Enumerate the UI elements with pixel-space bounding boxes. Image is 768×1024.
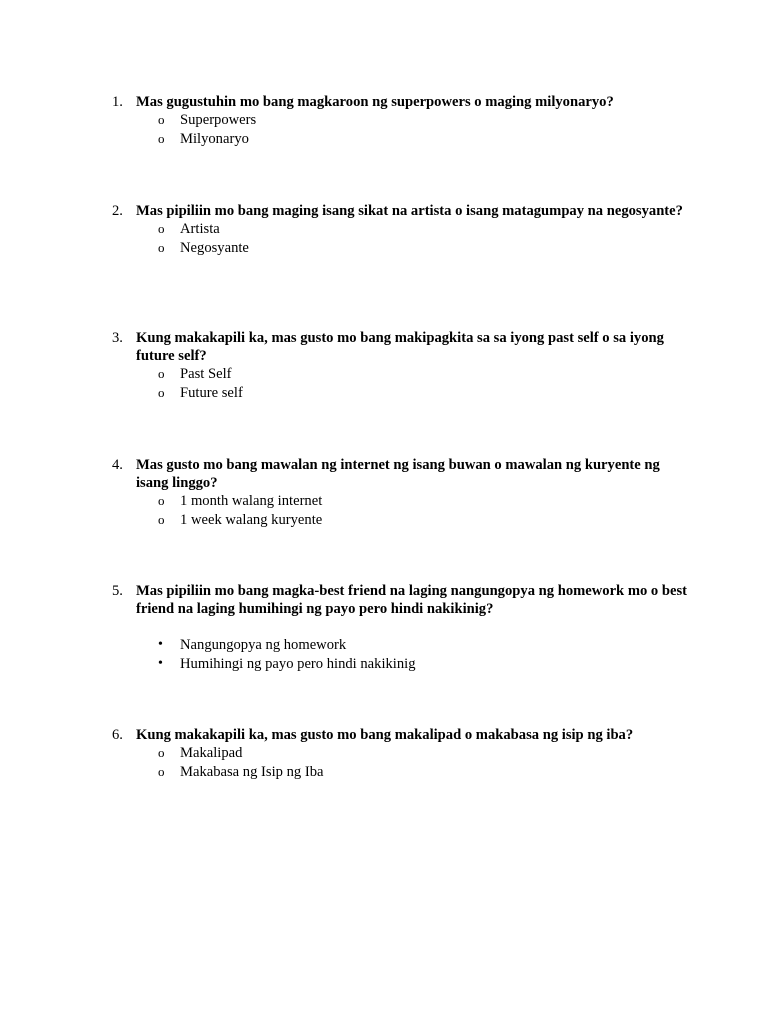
option-label: Makabasa ng Isip ng Iba xyxy=(180,763,324,780)
question-2 xyxy=(112,202,692,257)
question-text: Mas gusto mo bang mawalan ng internet ng isang buwan o mawalan ng kuryente ng isang linggo? xyxy=(136,457,660,491)
option-label: Superpowers xyxy=(180,112,257,128)
question-number: 6. xyxy=(112,727,123,743)
circle-bullet-icon: o xyxy=(158,112,165,127)
question-text: Kung makakapili ka, mas gusto mo bang makipagkita sa sa iyong past self o sa iyong future self? xyxy=(136,330,664,364)
list-item xyxy=(112,111,692,130)
list-item xyxy=(112,655,692,674)
option-label: 1 month walang internet xyxy=(180,493,323,509)
question-5 xyxy=(112,582,692,673)
options-list xyxy=(112,492,692,529)
option-label: Nangungopya ng homework xyxy=(180,637,347,653)
option-label: Artista xyxy=(180,221,220,237)
circle-bullet-icon: o xyxy=(158,239,165,255)
option-label: 1 week walang kuryente xyxy=(180,511,323,528)
question-number: 2. xyxy=(112,203,123,219)
list-item xyxy=(112,511,692,530)
question-text: Mas pipiliin mo bang magka-best friend na laging nangungopya ng homework mo o best friend na laging humihingi ng payo pero hindi nakikinig? xyxy=(136,583,688,617)
options-list xyxy=(112,744,692,781)
bullet-dot-icon: • xyxy=(158,637,163,652)
option-label: Negosyante xyxy=(180,239,249,256)
list-item xyxy=(112,384,692,403)
list-item xyxy=(112,239,692,258)
bullet-dot-icon: • xyxy=(158,655,163,671)
circle-bullet-icon: o xyxy=(158,366,165,381)
question-text: Mas gugustuhin mo bang magkaroon ng superpowers o maging milyonaryo? xyxy=(136,94,614,110)
question-text: Kung makakapili ka, mas gusto mo bang makalipad o makabasa ng isip ng iba? xyxy=(136,727,634,743)
circle-bullet-icon: o xyxy=(158,745,165,760)
question-number: 4. xyxy=(112,457,123,473)
list-item xyxy=(112,636,692,655)
option-label: Makalipad xyxy=(180,745,243,761)
question-3 xyxy=(112,329,692,402)
list-item xyxy=(112,763,692,782)
options-list xyxy=(112,220,692,257)
question-number: 3. xyxy=(112,330,123,346)
circle-bullet-icon: o xyxy=(158,511,165,527)
list-item xyxy=(112,744,692,763)
option-label: Past Self xyxy=(180,366,232,382)
question-number: 5. xyxy=(112,583,123,599)
question-text: Mas pipiliin mo bang maging isang sikat na artista o isang matagumpay na negosyante? xyxy=(136,203,683,219)
circle-bullet-icon: o xyxy=(158,763,165,779)
question-number: 1. xyxy=(112,94,123,110)
option-label: Future self xyxy=(180,384,243,401)
options-list xyxy=(112,636,692,673)
question-1 xyxy=(112,93,692,148)
list-item xyxy=(112,220,692,239)
circle-bullet-icon: o xyxy=(158,493,165,508)
list-item xyxy=(112,130,692,149)
circle-bullet-icon: o xyxy=(158,130,165,146)
option-label: Humihingi ng payo pero hindi nakikinig xyxy=(180,655,416,672)
circle-bullet-icon: o xyxy=(158,221,165,236)
list-item xyxy=(112,365,692,384)
list-item xyxy=(112,492,692,511)
options-list xyxy=(112,365,692,402)
question-4 xyxy=(112,456,692,529)
question-6 xyxy=(112,726,692,781)
options-list xyxy=(112,111,692,148)
circle-bullet-icon: o xyxy=(158,384,165,400)
option-label: Milyonaryo xyxy=(180,130,249,147)
